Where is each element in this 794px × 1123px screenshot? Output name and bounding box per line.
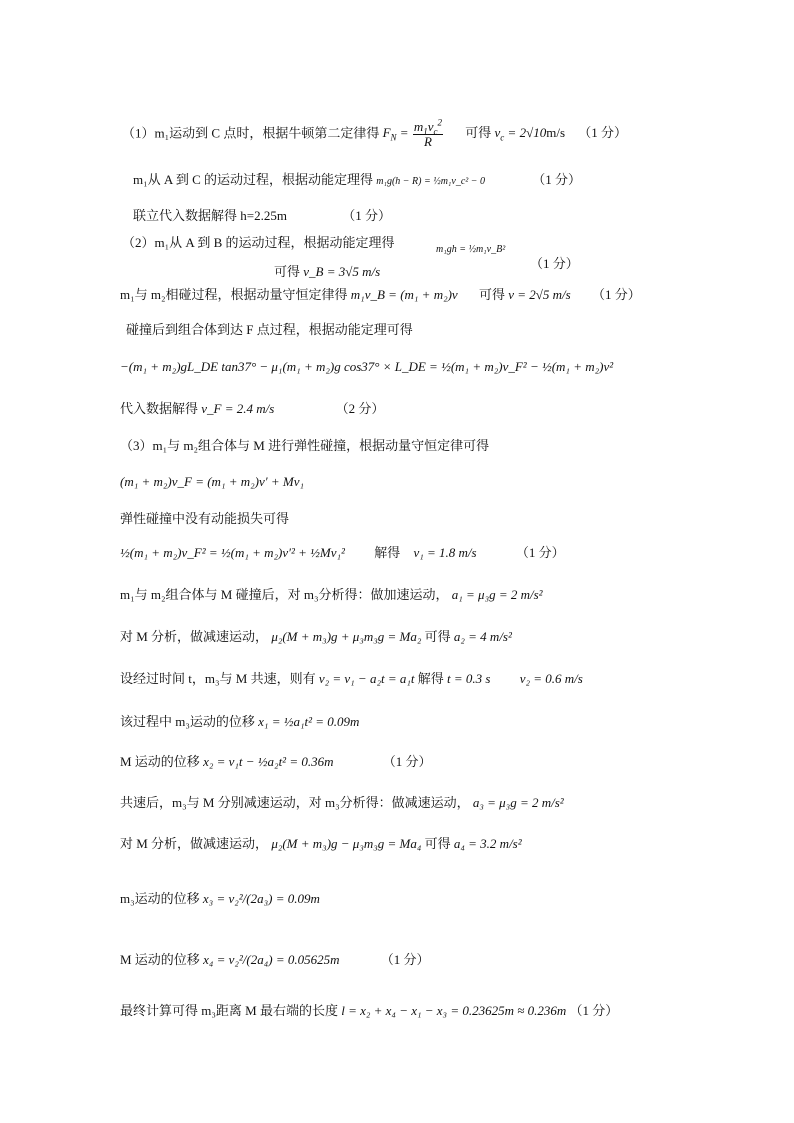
p2-line3-result-text: 可得	[478, 287, 509, 302]
p3-line11-text: 对 M 分析，做减速运动，	[120, 836, 269, 851]
p1-line1-result: $v_c = 2√10m/s$	[494, 125, 566, 144]
p3-line4-score: （1 分）	[515, 545, 565, 560]
p3-line8-text: 该过程中 m₃运动的位移	[120, 714, 259, 729]
p3-line13	[120, 952, 430, 968]
p3-line6-result: a₂ = 4 m/s²	[453, 629, 512, 644]
p3-line4-formula: ½(m₁ + m₂)v_F² = ½(m₁ + m₂)v′² + ½Mv₁²	[120, 545, 345, 560]
p3-line10-text: 共速后，m₃与 M 分别减速运动，对 m₃分析得：做减速运动，	[120, 795, 470, 810]
p3-line7	[120, 671, 583, 687]
p3-line13-score: （1 分）	[380, 952, 430, 967]
p1-line1-text: （1）m₁运动到 C 点时，根据牛顿第二定律得	[122, 125, 383, 141]
p3-line11-formula: μ₂(M + m₃)g − μ₃m₃g = Ma₄	[271, 836, 422, 851]
p3-line13-text: M 运动的位移	[120, 952, 204, 967]
p3-line5-formula: a₁ = μ₃g = 2 m/s²	[451, 587, 543, 602]
p2-line1-text: （2）m₁从 A 到 B 的运动过程，根据动能定理得	[122, 235, 395, 250]
p3-line8-formula: x₁ = ½a₁t² = 0.09m	[258, 714, 360, 729]
p3-line14-score: （1 分）	[569, 1003, 619, 1018]
p1-line1-score: （1 分）	[578, 125, 628, 141]
p2-line6-text: 代入数据解得	[120, 401, 202, 416]
p3-line11-result: a₄ = 3.2 m/s²	[453, 836, 522, 851]
p2-line6-formula: v_F = 2.4 m/s	[201, 401, 275, 416]
p1-line2	[133, 172, 581, 190]
p3-line5	[120, 587, 543, 603]
p2-line2-formula: v_B = 3√5 m/s	[303, 264, 381, 279]
p3-line5-text: m₁与 m₂组合体与 M 碰撞后，对 m₃分析得：做加速运动，	[120, 587, 449, 602]
p2-line3-result: v = 2√5 m/s	[508, 287, 571, 302]
p3-line10-formula: a₃ = μ₃g = 2 m/s²	[472, 795, 564, 810]
p2-line3-formula: m₁v_B = (m₁ + m₂)v	[350, 287, 458, 302]
p3-line3	[120, 511, 289, 527]
p1-line2-score: （1 分）	[532, 172, 582, 187]
p2-line5-formula: −(m₁ + m₂)gL_DE tan37° − μ₁(m₁ + m₂)g cos37° × L_DE = ½(m₁ + m₂)v_F² − ½(m₁ + m₂)v²	[120, 359, 614, 374]
p3-line12	[120, 891, 320, 907]
p3-line4-result: v₁ = 1.8 m/s	[413, 545, 477, 560]
p2-line6	[120, 401, 384, 417]
p2-line3	[120, 287, 641, 303]
p3-line14-text: 最终计算可得 m₃距离 M 最右端的长度	[120, 1003, 342, 1018]
p3-line1	[120, 438, 489, 454]
p2-line3-text: m₁与 m₂相碰过程，根据动量守恒定律得	[120, 287, 351, 302]
p1-line1-result-text: 可得	[465, 125, 495, 141]
p2-line4-text: 碰撞后到组合体到达 F 点过程，根据动能定理可得	[126, 322, 413, 337]
p3-line12-formula: x₃ = v₂²/(2a₃) = 0.09m	[202, 891, 320, 906]
p3-line6	[120, 629, 512, 645]
p2-line6-score: （2 分）	[335, 401, 385, 416]
p3-line6-text: 对 M 分析，做减速运动，	[120, 629, 269, 644]
p3-line6-formula: μ₂(M + m₃)g + μ₃m₃g = Ma₂	[271, 629, 422, 644]
p2-line2	[274, 264, 380, 280]
p1-line3	[133, 208, 391, 224]
p1-line1-formula: $F_N$ =	[382, 125, 412, 144]
p3-line7-formula: v₂ = v₁ − a₂t = a₁t	[318, 671, 415, 686]
p3-line7-result2: v₂ = 0.6 m/s	[519, 671, 583, 686]
p3-line13-formula: x₄ = v₂²/(2a₄) = 0.05625m	[203, 952, 340, 967]
p3-line9-formula: x₂ = v₁t − ½a₂t² = 0.36m	[203, 754, 334, 769]
p3-line11-result-text: 可得	[424, 836, 454, 851]
p2-line4	[126, 322, 413, 338]
p3-line1-text: （3）m₁与 m₂组合体与 M 进行弹性碰撞，根据动量守恒定律可得	[120, 438, 490, 453]
p3-line11	[120, 836, 522, 852]
p3-line2-formula: (m₁ + m₂)v_F = (m₁ + m₂)v′ + Mv₁	[120, 474, 304, 489]
p2-line3-score: （1 分）	[591, 287, 641, 302]
p1-line1-fraction: $\frac{m_1v_c^2}{R}$	[413, 117, 442, 149]
p3-line7-result-text: 解得	[417, 671, 448, 686]
p2-line1-formula: m₁gh = ½m₁v_B²	[436, 244, 506, 255]
p2-line2-text: 可得	[274, 264, 304, 279]
p2-line1	[122, 235, 395, 251]
p3-line4-result-text: 解得	[374, 545, 401, 560]
p3-line6-result-text: 可得	[424, 629, 454, 644]
p3-line7-result: t = 0.3 s	[447, 671, 491, 686]
p3-line9-score: （1 分）	[382, 754, 432, 769]
p3-line8	[120, 714, 359, 730]
p3-line3-text: 弹性碰撞中没有动能损失可得	[120, 511, 290, 526]
p3-line9-text: M 运动的位移	[120, 754, 204, 769]
p1-line3-text: 联立代入数据解得 h=2.25m	[133, 208, 287, 223]
p1-line2-text: m₁从 A 到 C 的运动过程，根据动能定理得	[133, 172, 377, 187]
p3-line4	[120, 545, 565, 561]
p3-line7-text: 设经过时间 t，m₃与 M 共速，则有	[120, 671, 319, 686]
p1-line2-formula: m₁g(h − R) = ½m₁v_c² − 0	[376, 176, 486, 187]
p3-line12-text: m₃运动的位移	[120, 891, 203, 906]
p3-line10	[120, 795, 564, 811]
p1-line1	[122, 117, 628, 149]
p1-line3-score: （1 分）	[342, 208, 391, 223]
p3-line9	[120, 754, 432, 770]
p3-line14-formula: l = x₂ + x₄ − x₁ − x₃ = 0.23625m ≈ 0.236m	[341, 1003, 567, 1018]
p2-line1-score: （1 分）	[530, 256, 579, 271]
p3-line14	[120, 1003, 618, 1019]
